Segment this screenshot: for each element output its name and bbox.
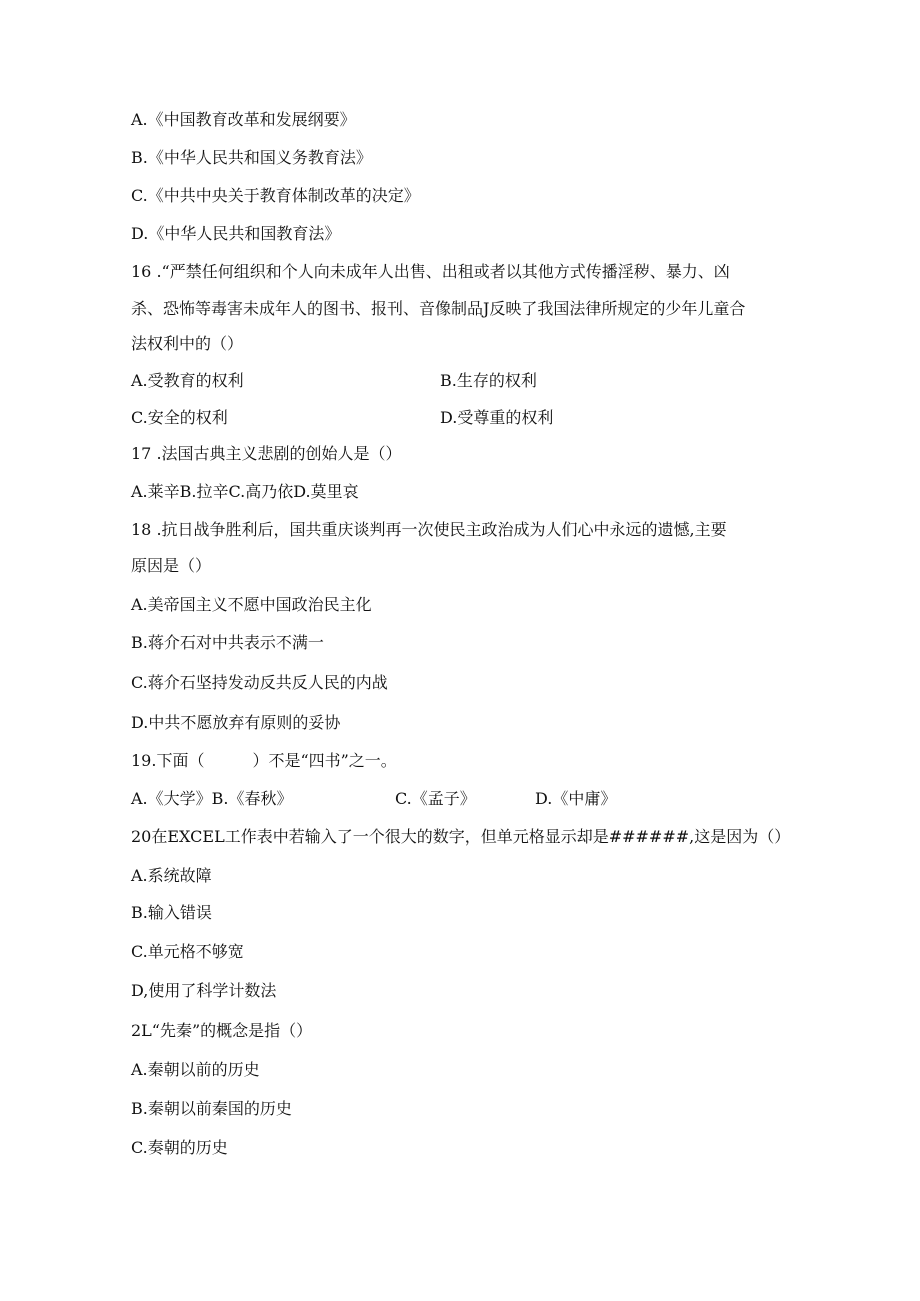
q18-option-a: A.美帝国主义不愿中国政治民主化 <box>131 595 372 614</box>
q16-stem-line1: 16 .“严禁任何组织和个人向未成年人出售、出租或者以其他方式传播淫秽、暴力、凶 <box>131 262 730 281</box>
q17-stem: 17 .法国古典主义悲剧的创始人是（） <box>131 444 402 463</box>
q16-stem-line2: 杀、恐怖等毒害未成年人的图书、报刊、音像制品J反映了我国法律所规定的少年儿童合 <box>131 299 746 318</box>
q15-option-a: A.《中国教育改革和发展纲要》 <box>131 110 356 129</box>
q16-option-a: A.受教育的权利 <box>131 371 244 390</box>
q16-option-d: D.受尊重的权利 <box>440 408 554 427</box>
q15-option-c: C.《中共中央关于教育体制改革的决定》 <box>131 186 420 205</box>
q20-option-b: B.输入错误 <box>131 903 212 922</box>
q17-options: A.莱辛B.拉辛C.高乃依D.莫里哀 <box>131 482 359 501</box>
q21-option-b: B.秦朝以前秦国的历史 <box>131 1099 292 1118</box>
q19-option-c: C.《孟子》 <box>395 789 476 808</box>
q15-option-d: D.《中华人民共和国教育法》 <box>131 224 341 243</box>
q18-stem-line2: 原因是（） <box>131 556 212 575</box>
q18-option-b: B.蒋介石对中共表示不满一 <box>131 633 324 652</box>
q16-option-c: C.安全的权利 <box>131 408 228 427</box>
q21-option-c: C.奏朝的历史 <box>131 1138 228 1157</box>
q20-stem: 20在EXCEL工作表中若输入了一个很大的数字，但单元格显示却是######,这是因为（） <box>131 827 791 846</box>
q21-stem: 2L“先秦”的概念是指（） <box>131 1021 313 1040</box>
q16-option-b: B.生存的权利 <box>440 371 537 390</box>
q16-stem-line3: 法权利中的（） <box>131 334 244 353</box>
q19-stem: 19.下面（ ）不是“四书”之一。 <box>131 751 397 770</box>
q21-option-a: A.秦朝以前的历史 <box>131 1060 260 1079</box>
q18-option-d: D.中共不愿放弃有原则的妥协 <box>131 713 341 732</box>
q20-option-d: D,使用了科学计数法 <box>131 981 277 1000</box>
q19-options-ab: A.《大学》B.《春秋》 <box>131 789 293 808</box>
q20-option-a: A.系统故障 <box>131 866 212 885</box>
q18-option-c: C.蒋介石坚持发动反共反人民的内战 <box>131 673 388 692</box>
q19-option-d: D.《中庸》 <box>535 789 617 808</box>
q20-option-c: C.单元格不够宽 <box>131 942 244 961</box>
q15-option-b: B.《中华人民共和国义务教育法》 <box>131 148 372 167</box>
q18-stem-line1: 18 .抗日战争胜利后，国共重庆谈判再一次使民主政治成为人们心中永远的遗憾,主要 <box>131 520 727 539</box>
